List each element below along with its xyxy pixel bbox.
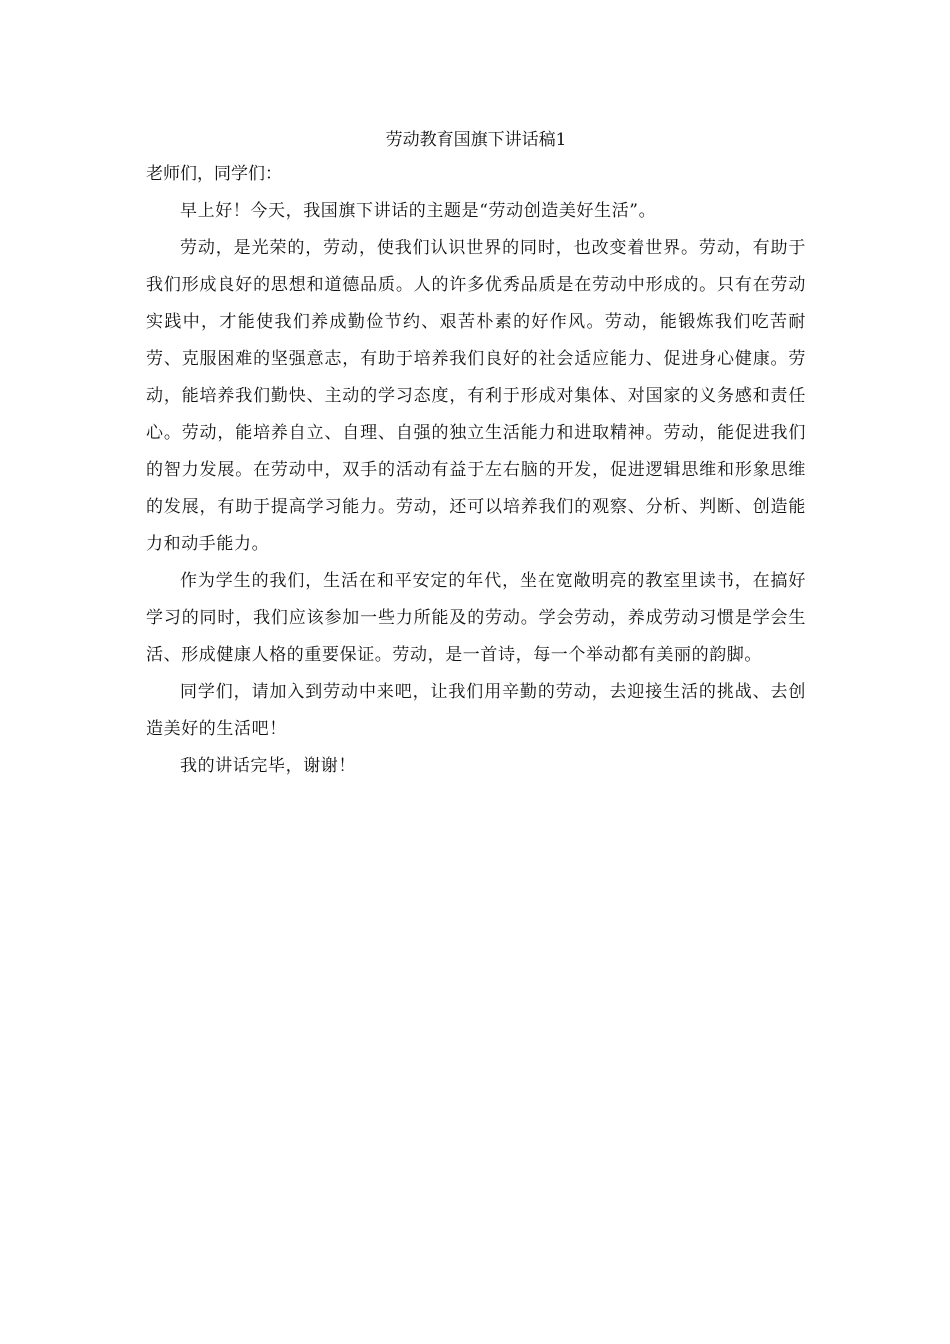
paragraph-opening: 早上好！今天，我国旗下讲话的主题是“劳动创造美好生活”。 xyxy=(180,201,657,221)
paragraph-labor-value: 劳动，是光荣的，劳动，使我们认识世界的同时，也改变着世界。劳动，有助于我们形成良好的思想和道德品质。人的许多优秀品质是在劳动中形成的。只有在劳动实践中，才能使我们养成勤俭节约、艰苦朴素的好作风。劳动，能锻炼我们吃苦耐劳、克服困难的坚强意志，有助于培养我们良好的社会适应能力、促进身心健康。劳动，能培养我们勤快、主动的学习态度，有利于形成对集体、对国家的义务感和责任心。劳动，能培养自立、自理、自强的独立生活能力和进取精神。劳动，能促进我们的智力发展。在劳动中，双手的活动有益于左右脑的开发，促进逻辑思维和形象思维的发展，有助于提高学习能力。劳动，还可以培养我们的观察、分析、判断、创造能力和动手能力。 xyxy=(146,238,806,554)
paragraph-call-to-action: 同学们，请加入到劳动中来吧，让我们用辛勤的劳动，去迎接生活的挑战、去创造美好的生活吧！ xyxy=(146,682,806,739)
document-title: 劳动教育国旗下讲话稿1 xyxy=(385,130,567,150)
greeting-line: 老师们，同学们： xyxy=(146,164,282,184)
document-body xyxy=(146,123,806,785)
paragraph-closing: 我的讲话完毕，谢谢！ xyxy=(180,756,356,776)
paragraph-student-role: 作为学生的我们，生活在和平安定的年代，坐在宽敞明亮的教室里读书，在搞好学习的同时，我们应该参加一些力所能及的劳动。学会劳动，养成劳动习惯是学会生活、形成健康人格的重要保证。劳动，是一首诗，每一个举动都有美丽的韵脚。 xyxy=(146,571,806,665)
